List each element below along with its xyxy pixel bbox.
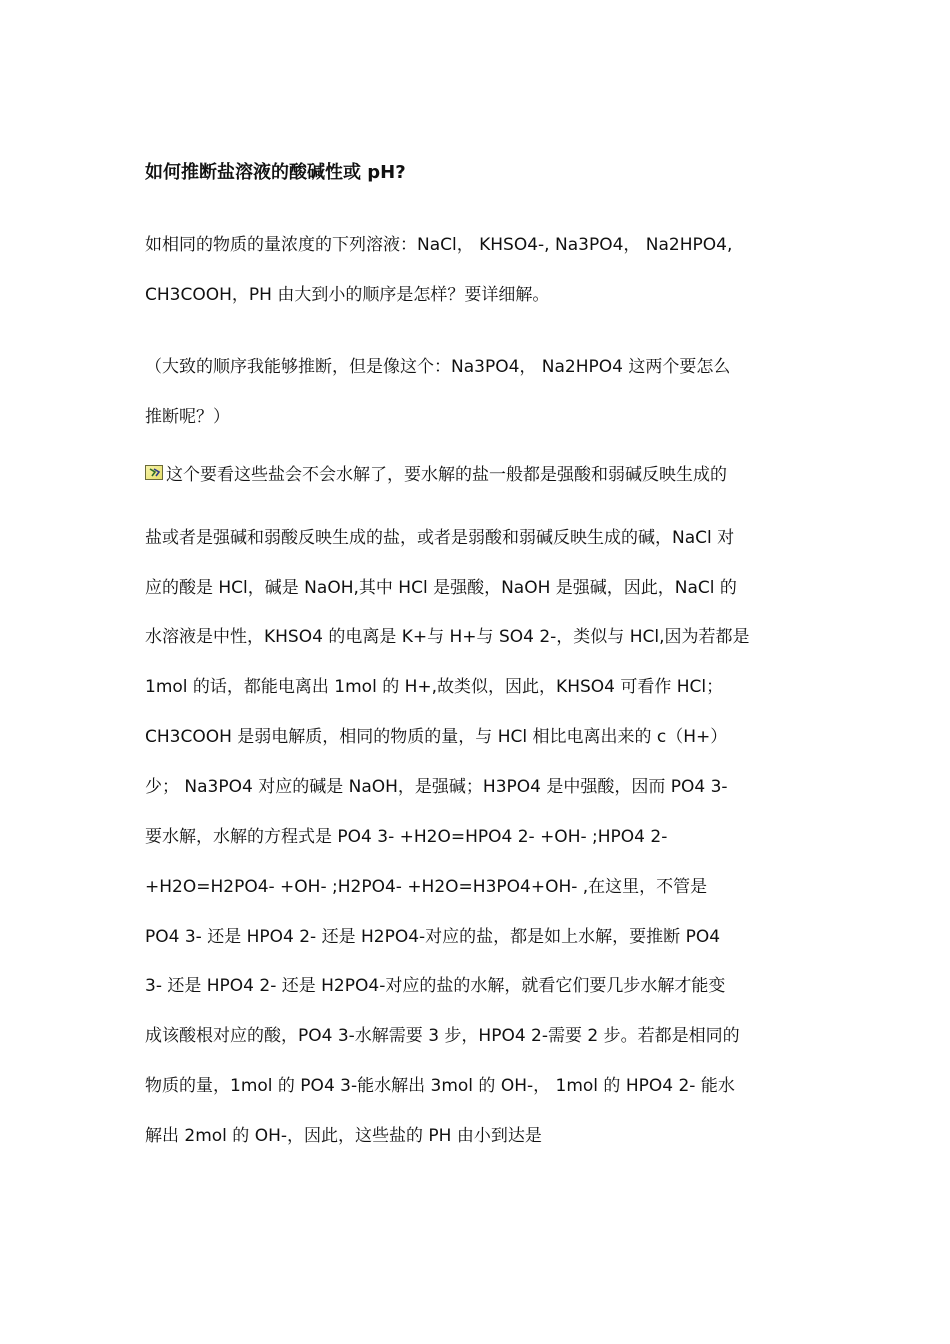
answer-line-6: CH3COOH 是弱电解质，相同的物质的量，与 HCl 相比电离出来的 c（H+） (145, 727, 728, 747)
answer-line-11: 3- 还是 HPO4 2- 还是 H2PO4-对应的盐的水解，就看它们要几步水解才能变 (145, 976, 726, 996)
answer-line-5: 1mol 的话，都能电离出 1mol 的 H+,故类似，因此，KHSO4 可看作 HCl； (145, 677, 724, 697)
answer-line-1: 这个要看这些盐会不会水解了，要水解的盐一般都是强酸和弱碱反映生成的 (166, 465, 727, 485)
note-line-2: 推断呢？） (145, 407, 230, 427)
question-line-2: CH3COOH，PH 由大到小的顺序是怎样？要详细解。 (145, 285, 550, 305)
answer-line-2: 盐或者是强碱和弱酸反映生成的盐，或者是弱酸和弱碱反映生成的碱，NaCl 对 (145, 528, 735, 548)
answer-line-14: 解出 2mol 的 OH-，因此，这些盐的 PH 由小到达是 (145, 1126, 542, 1146)
answer-line-3: 应的酸是 HCl，碱是 NaOH,其中 HCl 是强酸，NaOH 是强碱，因此，NaCl 的 (145, 578, 737, 598)
answer-line-13: 物质的量，1mol 的 PO4 3-能水解出 3mol 的 OH-， 1mol 的 HPO4 2- 能水 (145, 1076, 735, 1096)
answer-line-9: +H2O=H2PO4- +OH- ;H2PO4- +H2O=H3PO4+OH- ,在这里，不管是 (145, 877, 708, 897)
page-title: 如何推断盐溶液的酸碱性或 pH? (145, 162, 406, 183)
note-line-1: （大致的顺序我能够推断，但是像这个：Na3PO4， Na2HPO4 这两个要怎么 (145, 357, 731, 377)
answer-line-4: 水溶液是中性，KHSO4 的电离是 K+与 H+与 SO4 2-，类似与 HCl,因为若都是 (145, 627, 750, 647)
answer-line-10: PO4 3- 还是 HPO4 2- 还是 H2PO4-对应的盐，都是如上水解，要推断 PO4 (145, 927, 721, 947)
answer-line-12: 成该酸根对应的酸，PO4 3-水解需要 3 步，HPO4 2-需要 2 步。若都是相同的 (145, 1026, 740, 1046)
answer-bullet-icon (145, 465, 163, 480)
answer-line-7: 少； Na3PO4 对应的碱是 NaOH，是强碱；H3PO4 是中强酸，因而 PO4 3- (145, 777, 728, 797)
answer-line-8: 要水解，水解的方程式是 PO4 3- +H2O=HPO4 2- +OH- ;HPO4 2- (145, 827, 668, 847)
question-line-1: 如相同的物质的量浓度的下列溶液：NaCl， KHSO4-, Na3PO4， Na2HPO4, (145, 235, 733, 255)
